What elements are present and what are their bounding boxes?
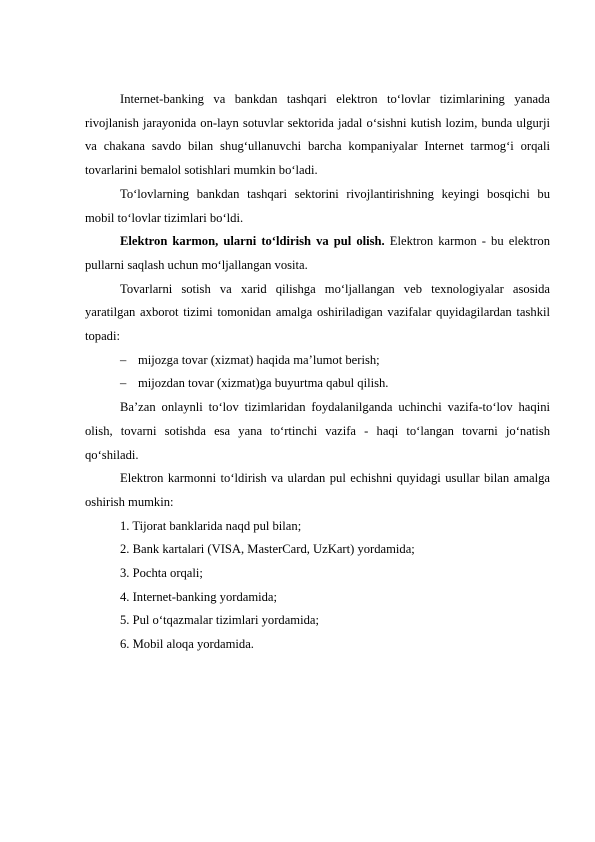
paragraph-internet-banking: Internet-banking va bankdan tashqari elektron to‘lovlar tizimlarining yanada rivojlanish jarayonida on-layn sotuvlar sektorida jadal o‘sishni kutish lozim, bunda ulgurji va chakana savdo bilan shug‘ullanuvchi barcha kompaniyalar Internet tarmog‘i orqali tovarlarini bemalol sotishlari mumkin bo‘ladi. (85, 92, 550, 178)
bullet-marker: – (120, 376, 127, 391)
numbered-item: 2. Bank kartalari (VISA, MasterCard, UzKart) yordamida; (120, 542, 415, 557)
numbered-item: 6. Mobil aloqa yordamida. (120, 637, 254, 652)
numbered-item: 5. Pul o‘tqazmalar tizimlari yordamida; (120, 613, 319, 628)
electronic-wallet-definition: Elektron karmon - bu elektron pullarni saqlash uchun mo‘ljallangan vosita. (85, 234, 550, 272)
paragraph-wallet-topup-methods: Elektron karmonni to‘ldirish va ulardan pul echishni quyidagi usullar bilan amalga oshirish mumkin: (85, 471, 550, 509)
bullet-item (85, 349, 550, 373)
paragraph-mobile-payments: To‘lovlarning bankdan tashqari sektorini rivojlantirishning keyingi bosqichi bu mobil to‘lovlar tizimlari bo‘ldi. (85, 186, 550, 225)
paragraph-electronic-wallet (85, 230, 550, 277)
bullet-item (85, 372, 550, 396)
numbered-item: 3. Pochta orqali; (120, 566, 203, 581)
bullet-marker: – (120, 352, 127, 367)
paragraph-online-payment-functions: Ba’zan onlaynli to‘lov tizimlaridan foydalanilganda uchinchi vazifa-to‘lov haqini olish, tovarni sotishda esa yana to‘rtinchi vazifa - haqi to‘langan tovarni jo‘natish qo‘shiladi. (85, 400, 550, 462)
numbered-item: 1. Tijorat banklarida naqd pul bilan; (120, 518, 302, 533)
document-page (85, 88, 550, 657)
bullet-text: mijozdan tovar (xizmat)ga buyurtma qabul qilish. (138, 376, 389, 391)
numbered-item: 4. Internet-banking yordamida; (120, 589, 278, 604)
bullet-text: mijozga tovar (xizmat) haqida ma’lumot berish; (138, 352, 380, 367)
paragraph-system-functions: Tovarlarni sotish va xarid qilishga mo‘ljallangan veb texnologiyalar asosida yaratilgan axborot tizimi tomonidan amalga oshiriladigan vazifalar quyidagilardan tashkil topadi: (85, 281, 550, 344)
electronic-wallet-heading: Elektron karmon, ularni to‘ldirish va pul olish. (120, 234, 385, 249)
